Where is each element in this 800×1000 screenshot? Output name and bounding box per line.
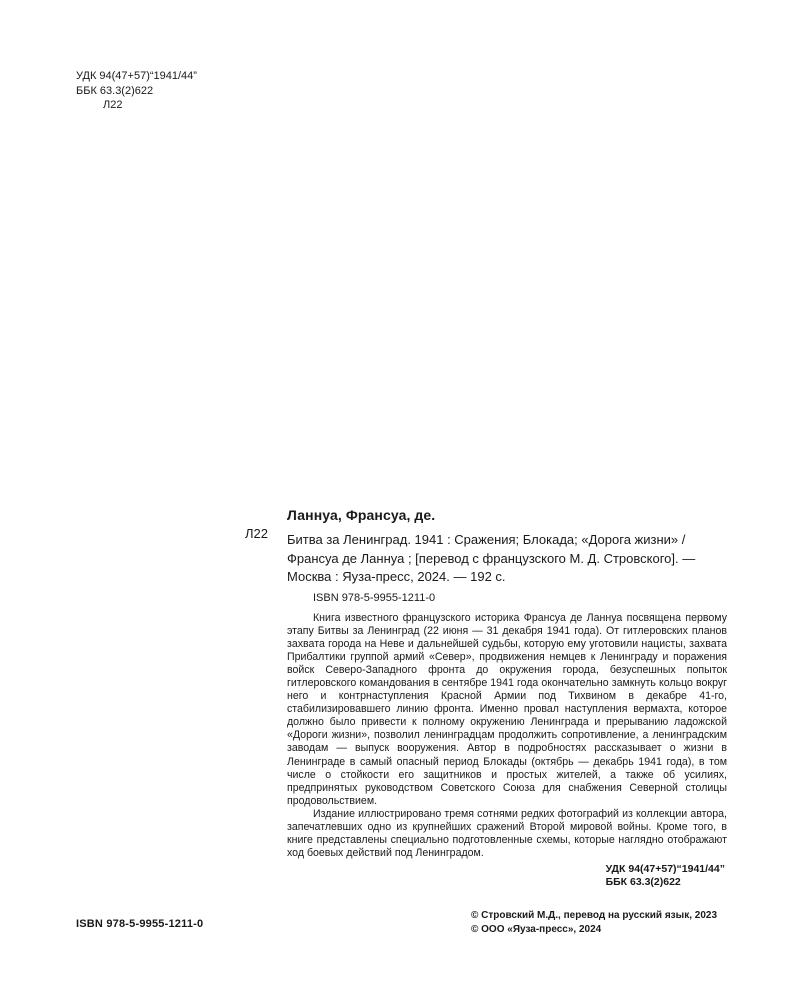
abstract-paragraph: Книга известного французского историка Франсуа де Ланнуа посвящена первому этапу Битвы за Ленинград (22 июня — 31 декабря 1941 года). От гитлеровских планов захвата города на Неве и дальнейшей судьбы, которую ему уготовили нацисты, захвата Прибалтики группой армий «Север», продвижения немцев к Ленинграду и поражения войск Северо-Западного фронта до окружения города, безуспешных попыток гитлеровского командования в сентябре 1941 года окончательно замкнуть кольцо вокруг него и контрнаступления Красной Армии под Тихвином в декабре 41-го, стабилизировавшего линию фронта. Именно провал наступления вермахта, которое должно было привести к полному окружению Ленинграда и прерыванию ладожской «Дороги жизни», позволил ленинградцам продолжить сопротивление, а ленинградским заводам — выпуск вооружения. Автор в подробностях рассказывает о жизни в Ленинграде в самый опасный период Блокады (октябрь — декабрь 1941 года), в том числе о стойкости его защитников и простых жителей, а также об усилиях, предпринятых руководством Советского Союза для снабжения Северной столицы продовольствием. xyxy=(287,611,727,807)
top-classification-block xyxy=(76,69,197,113)
entry-line: Битва за Ленинград. 1941 : Сражения; Блокада; «Дорога жизни» / xyxy=(287,532,686,547)
card-abstract xyxy=(287,612,727,861)
card-bbk-code: ББК 63.3(2)622 xyxy=(605,876,681,889)
card-author-heading: Ланнуа, Франсуа, де. xyxy=(287,507,436,523)
abstract-paragraph: Издание иллюстрировано тремя сотнями редких фотографий из коллекции автора, запечатлевших одно из крупнейших сражений Второй мировой войны. Кроме того, в книге представлены специально подготовленные схемы, которые наглядно отображают ход боевых действий под Ленинградом. xyxy=(287,807,727,860)
copyright-block xyxy=(471,909,717,937)
card-isbn: ISBN 978-5-9955-1211-0 xyxy=(313,591,436,604)
card-bibliographic-entry xyxy=(287,531,727,587)
entry-line: Москва : Яуза-пресс, 2024. — 192 с. xyxy=(287,569,506,584)
copyright-line: © Стровский М.Д., перевод на русский язык, 2023 xyxy=(471,910,718,921)
top-author-mark: Л22 xyxy=(103,99,123,111)
card-classification xyxy=(287,863,727,889)
footer-isbn: ISBN 978-5-9955-1211-0 xyxy=(76,918,204,930)
entry-line: Франсуа де Ланнуа ; [перевод с французского М. Д. Стровского]. — xyxy=(287,550,696,566)
copyright-line: © ООО «Яуза-пресс», 2024 xyxy=(471,924,602,935)
catalog-card xyxy=(287,507,727,889)
top-bbk-code: ББК 63.3(2)622 xyxy=(76,84,154,97)
top-udc-code: УДК 94(47+57)“1941/44” xyxy=(76,70,197,82)
card-udc-code: УДК 94(47+57)“1941/44” xyxy=(605,863,725,876)
card-author-mark: Л22 xyxy=(245,526,268,541)
